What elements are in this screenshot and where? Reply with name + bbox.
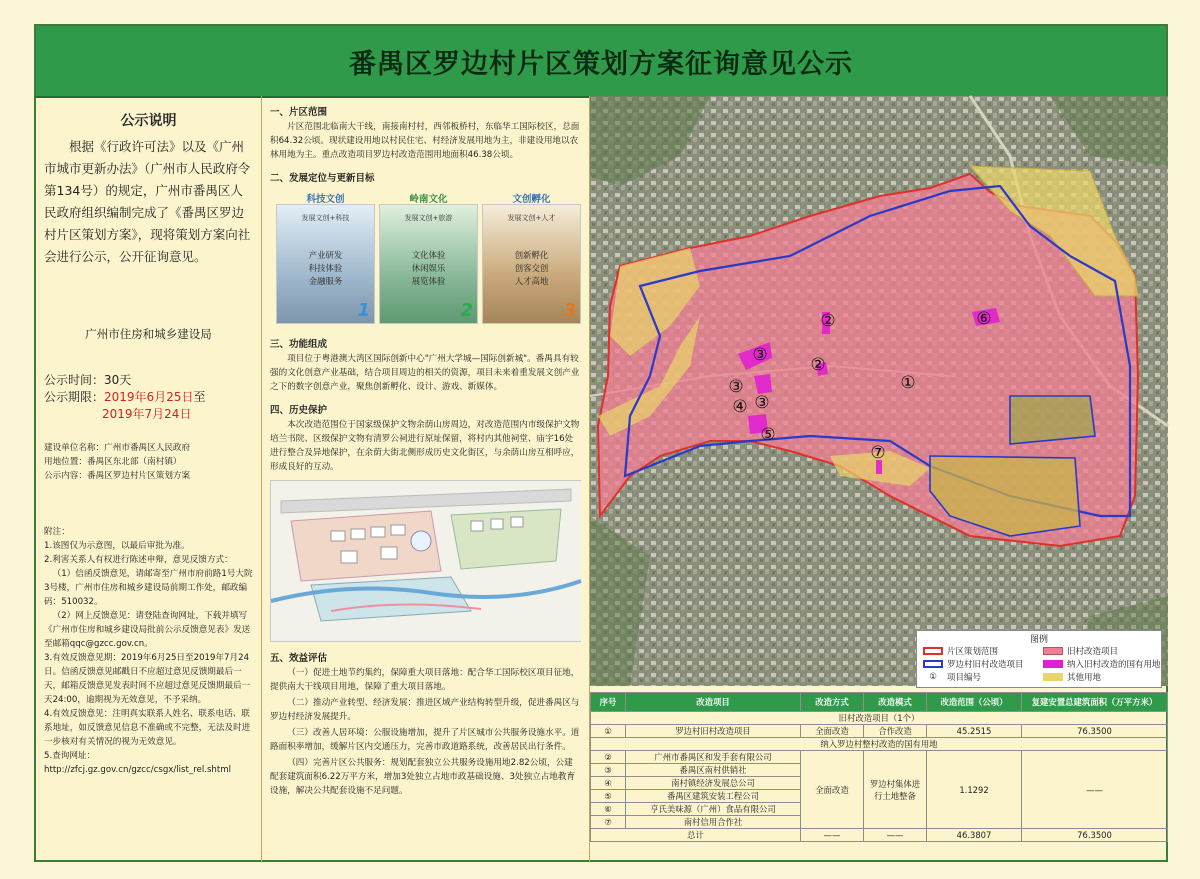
time-label: 公示时间： bbox=[44, 373, 105, 387]
section-function-heading: 三、功能组成 bbox=[270, 339, 328, 350]
section-function-text: 项目位于粤港澳大湾区国际创新中心"广州大学城—国际创新城"。番禺具有较强的文化创意产业基础，结合项目周边的相关的资源，项目未来着重发展文创产业之下的数字创意产业，聚焦创新孵化、设计、游戏、新媒体。 bbox=[270, 354, 580, 392]
meta-location: 用地位置：番禺区东北部（南村镇） bbox=[44, 457, 182, 467]
goal-panel-sub: 发展文创+人才 bbox=[507, 214, 556, 222]
goal-panel-incubation bbox=[482, 194, 581, 324]
goal-item: 创新孵化 bbox=[514, 250, 549, 260]
meta-content: 公示内容：番禺区罗边村片区策划方案 bbox=[44, 471, 191, 481]
goal-panel-items bbox=[380, 249, 477, 288]
map-label: ⑦ bbox=[870, 443, 886, 463]
notice-body: 根据《行政许可法》以及《广州市城市更新办法》（广州市人民政府令第134号）的规定，广州市番禺区人民政府组织编制完成了《番禺区罗边村片区策划方案》，现将策划方案向社会进行公示，公开征询意见。 bbox=[44, 139, 251, 264]
table-cell: 南村镇经济发展总公司 bbox=[626, 777, 801, 790]
legend-title: 图例 bbox=[1029, 635, 1048, 645]
section-benefit-heading: 五、效益评估 bbox=[270, 653, 328, 664]
legend-swatch bbox=[1043, 647, 1063, 655]
table-header: 序号 bbox=[591, 693, 626, 712]
table-cell: 亨氏美味源（广州）食品有限公司 bbox=[626, 803, 801, 816]
map-label: ③ bbox=[754, 393, 770, 413]
goal-panels bbox=[270, 194, 581, 324]
table-cell: 76.3500 bbox=[1022, 829, 1168, 842]
table-cell: ④ bbox=[591, 777, 626, 790]
table-header: 改造范围（公顷） bbox=[927, 693, 1022, 712]
benefit-item: （四）完善片区公共服务：规划配套独立公共服务设施用地2.82公顷，公建配套建筑面积6.22万平方米，增加3处独立占地市政基础设施、3处独立占地教育设施，解决公共配套设施不足问题。 bbox=[270, 758, 576, 796]
goal-panel-number: 1 bbox=[357, 300, 370, 321]
goal-item: 科技体验 bbox=[308, 263, 343, 273]
goal-item: 金融服务 bbox=[308, 276, 343, 286]
map-label: ② bbox=[810, 355, 826, 375]
table-cell: —— bbox=[801, 829, 864, 842]
notice-heading: 公示说明 bbox=[120, 113, 177, 129]
goal-item: 产业研发 bbox=[308, 250, 343, 260]
table-cell: 全面改造 bbox=[801, 725, 864, 738]
notice-period bbox=[44, 372, 253, 423]
goal-panel-sub: 发展文创+科技 bbox=[301, 214, 350, 222]
legend-item bbox=[1043, 645, 1118, 657]
table-cell: 罗边村集体进行土地整备 bbox=[864, 751, 927, 829]
goal-panel-head: 岭南文化 bbox=[409, 194, 448, 205]
goal-item: 展览体验 bbox=[411, 276, 446, 286]
legend-label: 旧村改造项目 bbox=[1067, 647, 1119, 657]
table-header: 复建安置总建筑面积（万平方米） bbox=[1022, 693, 1168, 712]
goal-panel-sub: 发展文创+旅游 bbox=[404, 214, 453, 222]
attach-line: 5.查询网址： bbox=[44, 751, 96, 761]
benefit-item: （一）促进土地节约集约，保障重大项目落地：配合华工国际校区项目征地，提供南大干线项目用地，保障了重大项目落地。 bbox=[270, 668, 580, 692]
table-group-row bbox=[591, 712, 1168, 725]
goal-item: 人才高地 bbox=[514, 276, 549, 286]
goal-panel-number: 2 bbox=[460, 300, 473, 321]
legend-item bbox=[923, 658, 1024, 670]
period-end: 2019年7月24日 bbox=[102, 407, 192, 421]
attach-line: 2.利害关系人有权进行陈述申辩，意见反馈方式： bbox=[44, 555, 233, 565]
attach-line: （1）信函反馈意见，请邮寄至广州市府前路1号大院3号楼，广州市住房和城乡建设局前期工作处，邮政编码：510032。 bbox=[44, 569, 253, 607]
legend-swatch bbox=[1043, 660, 1063, 668]
meta-builder: 建设单位名称：广州市番禺区人民政府 bbox=[44, 443, 191, 453]
goal-item: 创客交创 bbox=[514, 263, 549, 273]
table-cell: ① bbox=[591, 725, 626, 738]
map-label: ① bbox=[900, 373, 916, 393]
goal-panel-culture bbox=[379, 194, 478, 324]
project-table bbox=[590, 692, 1168, 842]
table-cell: 1.1292 bbox=[927, 751, 1022, 829]
goal-panel-head: 科技文创 bbox=[306, 194, 345, 205]
table-cell: ⑤ bbox=[591, 790, 626, 803]
goal-panel-head: 文创孵化 bbox=[512, 194, 551, 205]
table-header: 改造方式 bbox=[801, 693, 864, 712]
query-url[interactable]: http://zfcj.gz.gov.cn/gzcc/csgx/list_rel.shtml bbox=[44, 765, 232, 775]
map-label: ③ bbox=[728, 377, 744, 397]
table-cell: 广州市番禺区和发手套有限公司 bbox=[626, 751, 801, 764]
table-header: 改造模式 bbox=[864, 693, 927, 712]
number-glyph-icon: ① bbox=[929, 672, 937, 682]
legend-label: 项目编号 bbox=[947, 673, 982, 683]
attach-line: 1.该图仅为示意图，以最后审批为准。 bbox=[44, 541, 190, 551]
legend-swatch bbox=[923, 660, 943, 668]
table-cell: 番禺区建筑安装工程公司 bbox=[626, 790, 801, 803]
map-legend bbox=[916, 630, 1162, 688]
benefit-item: （二）推动产业转型、经济发展：推进区域产业结构转型升级，促进番禺区与罗边村经济发展提升。 bbox=[270, 698, 580, 722]
table-cell: 全面改造 bbox=[801, 751, 864, 829]
legend-label: 片区策划范围 bbox=[947, 647, 999, 657]
goal-item: 文化体验 bbox=[411, 250, 446, 260]
table-cell: 总计 bbox=[591, 829, 801, 842]
time-value: 30天 bbox=[104, 373, 132, 387]
attach-notes bbox=[44, 525, 253, 777]
goal-item: 休闲娱乐 bbox=[411, 263, 446, 273]
table-cell: ⑦ bbox=[591, 816, 626, 829]
map-label: ② bbox=[820, 311, 836, 331]
table-header: 改造项目 bbox=[626, 693, 801, 712]
legend-label: 罗边村旧村改造项目 bbox=[947, 660, 1024, 670]
legend-item bbox=[923, 645, 998, 657]
table-cell: 罗边村旧村改造项目 bbox=[626, 725, 801, 738]
attach-title: 附注： bbox=[44, 527, 70, 537]
goal-panel-number: 3 bbox=[563, 300, 576, 321]
agency-name: 广州市住房和城乡建设局 bbox=[85, 327, 212, 341]
table-cell: 南村信用合作社 bbox=[626, 816, 801, 829]
attach-line: （2）网上反馈意见：请登陆查询网址，下载并填写《广州市住房和城乡建设局批前公示反馈意见表》发送至邮箱qqc@gzcc.gov.cn。 bbox=[44, 611, 251, 649]
legend-item bbox=[1043, 671, 1101, 683]
legend-item bbox=[923, 671, 981, 683]
table-cell: ③ bbox=[591, 764, 626, 777]
title-bar bbox=[36, 26, 1166, 98]
section-heritage-heading: 四、历史保护 bbox=[270, 405, 328, 416]
excluded-plot-1 bbox=[1010, 396, 1095, 444]
table-cell: 纳入罗边村整村改造的国有用地 bbox=[591, 738, 1168, 751]
benefit-item: （三）改善人居环境：公服设施增加，提升了片区城市公共服务设施水平。道路面积率增加，缓解片区内交通压力，完善市政道路系统，改善居民出行条件。 bbox=[270, 728, 580, 752]
goal-panel-items bbox=[277, 249, 374, 288]
period-start: 2019年6月25日 bbox=[104, 390, 194, 404]
attach-line: 4.有效反馈意见：注明真实联系人姓名、联系电话、联系地址，如反馈意见信息不准确或不完整，无法及时进一步核对有关情况的视为无效意见。 bbox=[44, 709, 251, 747]
map-svg bbox=[590, 96, 1168, 686]
table-cell: —— bbox=[864, 829, 927, 842]
legend-label: 其他用地 bbox=[1067, 673, 1102, 683]
period-mid: 至 bbox=[193, 390, 206, 404]
middle-column bbox=[262, 96, 590, 862]
page-title: 番禺区罗边村片区策划方案征询意见公示 bbox=[349, 48, 853, 80]
table-cell: 番禺区南村供销社 bbox=[626, 764, 801, 777]
right-column bbox=[590, 96, 1168, 862]
legend-swatch bbox=[923, 647, 943, 655]
map-label: ⑤ bbox=[760, 425, 776, 445]
table-row bbox=[591, 725, 1168, 738]
table-cell: 合作改造 bbox=[864, 725, 927, 738]
meta-info bbox=[44, 441, 253, 483]
table-cell: 旧村改造项目（1个） bbox=[591, 712, 1168, 725]
table-cell: 45.2515 bbox=[927, 725, 1022, 738]
notice-board bbox=[34, 24, 1168, 862]
table-cell: 76.3500 bbox=[1022, 725, 1168, 738]
table-cell: ② bbox=[591, 751, 626, 764]
table-cell: —— bbox=[1022, 751, 1168, 829]
table-row bbox=[591, 751, 1168, 764]
table-total-row bbox=[591, 829, 1168, 842]
goal-panel-tech bbox=[276, 194, 375, 324]
goal-panel-items bbox=[483, 249, 580, 288]
attach-line: 3.有效反馈意见期：2019年6月25日至2019年7月24日。信函反馈意见邮戳日不应超过意见反馈期最后一天，邮箱反馈意见发表时间不应超过意见反馈期最后一天24:00，逾期视为无效意见，不予采纳。 bbox=[44, 653, 251, 705]
legend-label: 纳入旧村改造的国有用地 bbox=[1067, 660, 1161, 670]
section-scope-heading: 一、片区范围 bbox=[270, 107, 328, 118]
section-scope-text: 片区范围北临南大干线，南接南村村，西邻板桥村，东临华工国际校区，总面积64.32公顷。现状建设用地以村民住宅、村经济发展用地为主，非建设用地以农林用地为主。重点改造项目罗边村改造范围用地面积46.38公顷。 bbox=[270, 122, 580, 160]
table-cell: 46.3807 bbox=[927, 829, 1022, 842]
site-plan-drawing bbox=[271, 481, 581, 641]
map-label: ④ bbox=[732, 397, 748, 417]
section-heritage-text: 本次改造范围位于国家级保护文物余荫山房周边，对改造范围内市级保护文物培兰书院、区级保护文物有清罗公祠进行原址保留，将村内其他祠堂、庙宇16处进行整合及异地保护，在余荫大街北侧形成历史文化街区，与余荫山房互相呼应，形成良好的互动。 bbox=[270, 420, 580, 472]
table-group-row bbox=[591, 738, 1168, 751]
map-label: ③ bbox=[752, 345, 768, 365]
table-cell: ⑥ bbox=[591, 803, 626, 816]
legend-item bbox=[1043, 658, 1161, 670]
table-header-row bbox=[591, 693, 1168, 712]
map-label: ⑥ bbox=[976, 309, 992, 329]
period-label: 公示期限： bbox=[44, 390, 105, 404]
section-goal-heading: 二、发展定位与更新目标 bbox=[270, 173, 375, 184]
aerial-map bbox=[590, 96, 1168, 686]
left-column bbox=[36, 96, 262, 862]
site-plan-image bbox=[270, 480, 581, 642]
legend-swatch bbox=[1043, 673, 1063, 681]
